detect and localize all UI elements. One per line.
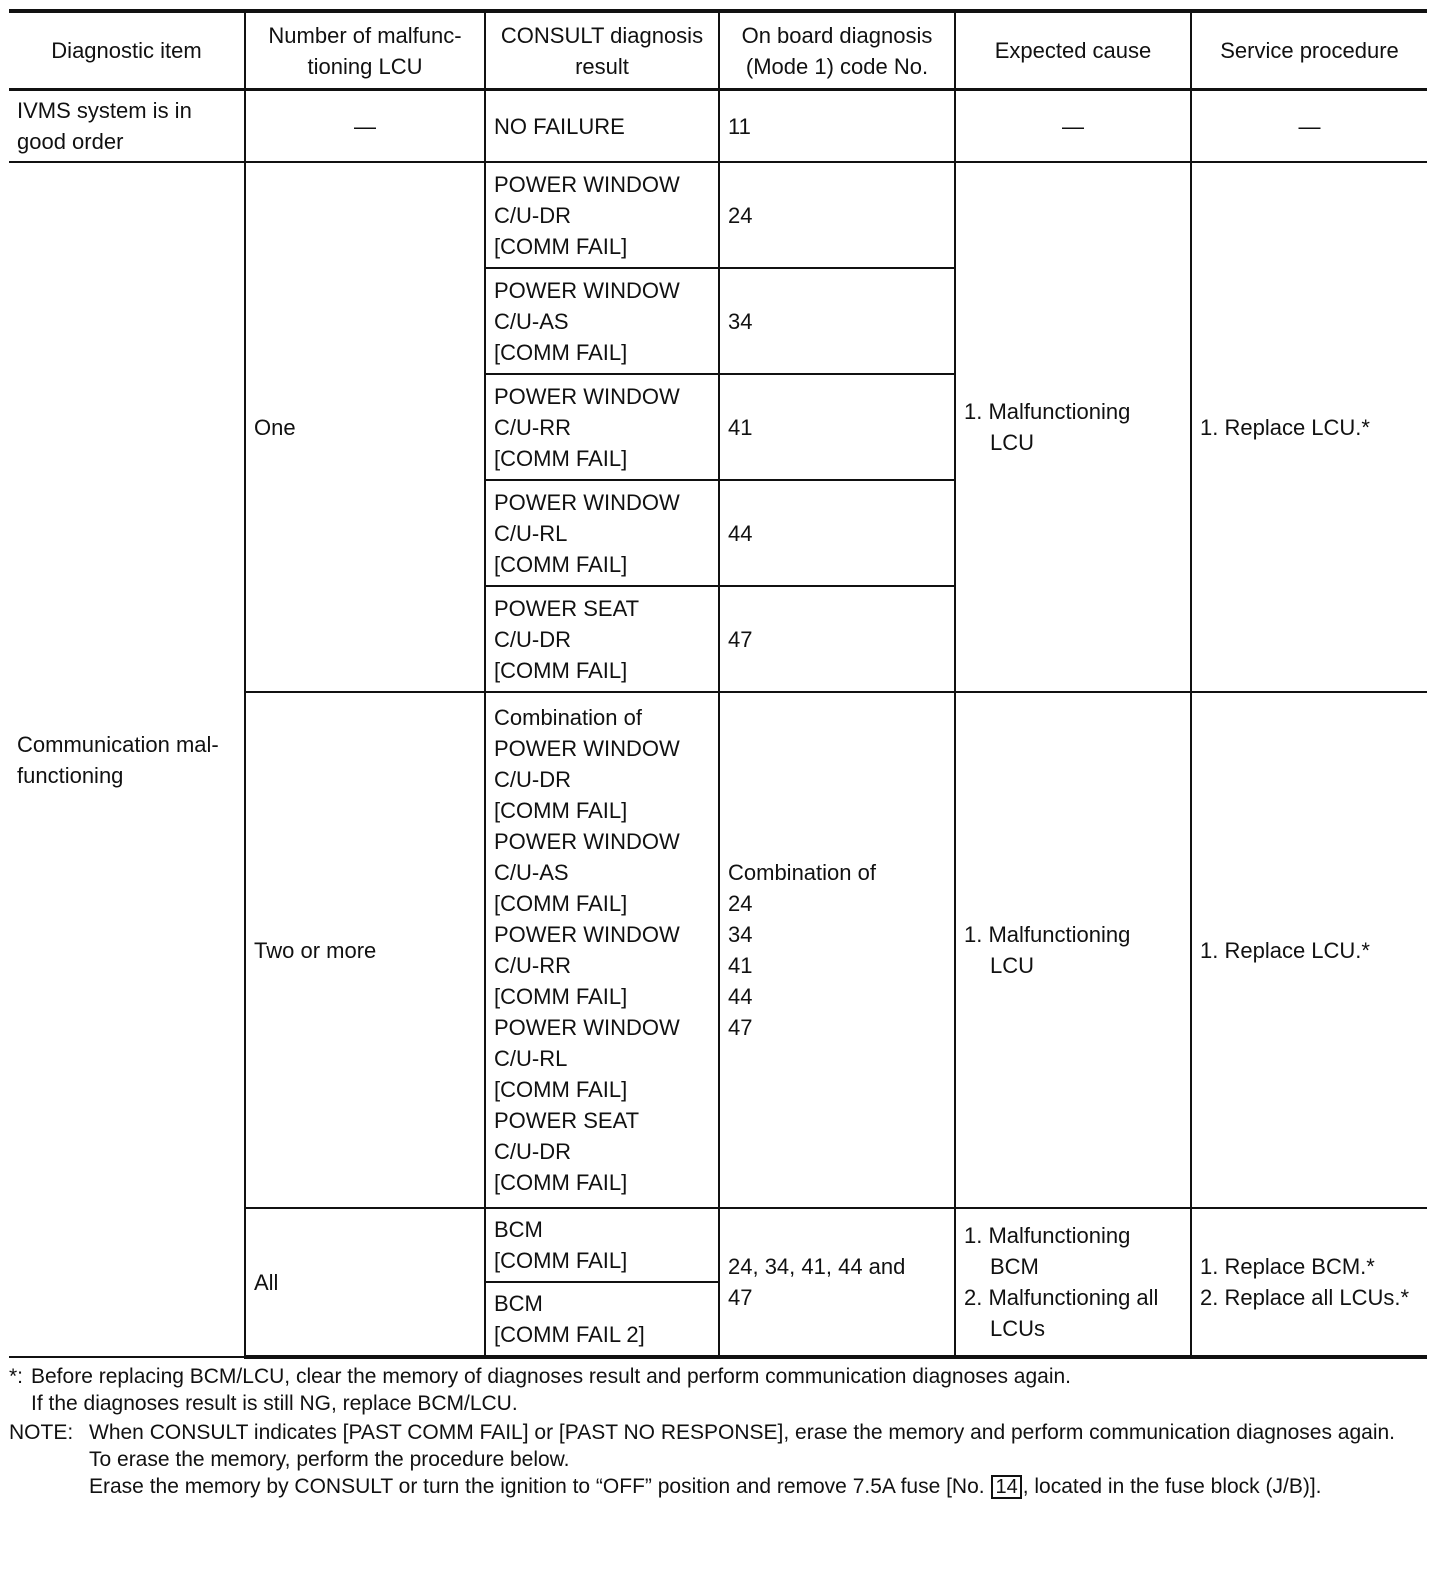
note-line — [89, 1473, 1395, 1500]
note-body — [89, 1419, 1395, 1500]
footnote-asterisk — [9, 1363, 1427, 1417]
consult-line: C/U-RR — [494, 953, 571, 978]
consult-line: [COMM FAIL] — [494, 1248, 628, 1273]
consult-line: POWER WINDOW — [494, 383, 680, 409]
header-row — [9, 11, 1427, 90]
code-line: 24, 34, 41, 44 and — [728, 1254, 906, 1279]
cell-service: 1. Replace LCU.* — [1191, 692, 1427, 1208]
document-page — [9, 9, 1427, 1500]
cause-item: 2. Malfunctioning all LCUs — [964, 1285, 1159, 1341]
consult-line: C/U-RR — [494, 414, 571, 440]
cell-service-all — [1191, 1208, 1427, 1357]
header-obd-code: On board diagnosis (Mode 1) code No. — [719, 11, 955, 90]
consult-line: [COMM FAIL 2] — [494, 1322, 645, 1347]
note — [9, 1419, 1427, 1500]
code-line: 41 — [728, 953, 753, 978]
consult-line: POWER SEAT — [494, 595, 640, 621]
item-line: Communication mal- — [17, 731, 219, 757]
item-line: IVMS system is in — [17, 98, 192, 123]
code-line: 34 — [728, 922, 753, 947]
consult-line: [COMM FAIL] — [494, 1170, 628, 1195]
header-service-procedure: Service procedure — [1191, 11, 1427, 90]
footnotes — [9, 1363, 1427, 1500]
consult-line: POWER WINDOW — [494, 171, 680, 197]
cell-code-combination — [719, 692, 955, 1208]
consult-line: C/U-DR — [494, 767, 571, 792]
cell-code: 41 — [719, 374, 955, 480]
cause-item: 1. Malfunctioning BCM — [964, 1223, 1131, 1279]
table-row-one-1 — [9, 162, 1427, 268]
consult-line: POWER WINDOW — [494, 277, 680, 303]
cell-cause: — — [955, 90, 1191, 163]
consult-line: POWER WINDOW — [494, 489, 680, 515]
note-text: , located in the fuse block (J/B)]. — [1022, 1475, 1322, 1498]
consult-line: C/U-DR — [494, 202, 571, 228]
consult-line: [COMM FAIL] — [494, 339, 628, 365]
cell-diagnostic-item — [9, 90, 245, 163]
cause-text: 1. Malfunctioning — [964, 922, 1131, 947]
cause-text: LCU — [990, 430, 1035, 455]
cell-consult — [485, 268, 719, 374]
footnote-body — [31, 1363, 1071, 1417]
header-diagnostic-item: Diagnostic item — [9, 11, 245, 90]
cause-item — [964, 919, 1182, 981]
cell-service: — — [1191, 90, 1427, 163]
footnote-mark: *: — [9, 1365, 24, 1388]
cell-consult-bcm — [485, 1208, 719, 1282]
table-row-good-order — [9, 90, 1427, 163]
note-text: Erase the memory by CONSULT or turn the ignition to “OFF” position and remove 7.5A fuse [No. — [89, 1475, 985, 1498]
item-line: functioning — [17, 762, 124, 788]
note-line: When CONSULT indicates [PAST COMM FAIL] or [PAST NO RESPONSE], erase the memory and perform communication diagnoses again. — [89, 1421, 1396, 1444]
cell-code: 11 — [719, 90, 955, 163]
cause-text: 1. Malfunctioning — [964, 399, 1131, 424]
item-line: good order — [17, 129, 124, 154]
consult-line: [COMM FAIL] — [494, 445, 628, 471]
cell-consult — [485, 480, 719, 586]
note-line: To erase the memory, perform the procedure below. — [89, 1448, 570, 1471]
cell-code: 34 — [719, 268, 955, 374]
header-number-lcu: Number of malfunc- tioning LCU — [245, 11, 485, 90]
consult-line: C/U-AS — [494, 308, 569, 334]
consult-line: [COMM FAIL] — [494, 984, 628, 1009]
consult-line: C/U-RL — [494, 520, 568, 546]
diagnosis-table — [9, 9, 1427, 1359]
cell-lcu-two-or-more: Two or more — [245, 692, 485, 1208]
consult-line: C/U-DR — [494, 626, 571, 652]
footnote-line: If the diagnoses result is still NG, replace BCM/LCU. — [31, 1392, 518, 1415]
code-line: Combination of — [728, 860, 876, 885]
cell-consult — [485, 162, 719, 268]
consult-line: POWER WINDOW — [494, 922, 680, 947]
cell-consult — [485, 374, 719, 480]
service-item: 1. Replace BCM.* — [1200, 1254, 1375, 1279]
cell-consult — [485, 586, 719, 692]
cell-cause — [955, 692, 1191, 1208]
footnote-line: Before replacing BCM/LCU, clear the memory of diagnoses result and perform communication diagnoses again. — [31, 1365, 1072, 1388]
cell-code: 44 — [719, 480, 955, 586]
cell-code: 47 — [719, 586, 955, 692]
consult-line: [COMM FAIL] — [494, 233, 628, 259]
consult-line: BCM — [494, 1217, 543, 1242]
fuse-number-box: 14 — [991, 1475, 1021, 1499]
note-label: NOTE: — [9, 1421, 74, 1444]
cell-consult-combination — [485, 692, 719, 1208]
cell-code: 24 — [719, 162, 955, 268]
cell-service: 1. Replace LCU.* — [1191, 162, 1427, 692]
consult-line: [COMM FAIL] — [494, 551, 628, 577]
code-line: 47 — [728, 1015, 753, 1040]
cause-item — [964, 396, 1182, 458]
service-item: 2. Replace all LCUs.* — [1200, 1285, 1410, 1310]
cell-lcu-all: All — [245, 1208, 485, 1357]
consult-line: C/U-RL — [494, 1046, 568, 1071]
cell-consult: NO FAILURE — [485, 90, 719, 163]
cause-text: LCU — [990, 953, 1035, 978]
consult-line: [COMM FAIL] — [494, 1077, 628, 1102]
header-consult: CONSULT diagnosis result — [485, 11, 719, 90]
consult-line: POWER SEAT — [494, 1108, 640, 1133]
cell-lcu-one: One — [245, 162, 485, 692]
cell-code-all — [719, 1208, 955, 1357]
consult-line: Combination of — [494, 705, 642, 730]
code-line: 44 — [728, 984, 753, 1009]
consult-line: POWER WINDOW — [494, 1015, 680, 1040]
cell-communication-malfunctioning — [9, 162, 245, 1357]
consult-line: C/U-DR — [494, 1139, 571, 1164]
consult-line: [COMM FAIL] — [494, 657, 628, 683]
cell-lcu: — — [245, 90, 485, 163]
consult-line: POWER WINDOW — [494, 829, 680, 854]
consult-line: C/U-AS — [494, 860, 569, 885]
consult-line: BCM — [494, 1291, 543, 1316]
cell-cause — [955, 162, 1191, 692]
consult-line: POWER WINDOW — [494, 736, 680, 761]
consult-line: [COMM FAIL] — [494, 798, 628, 823]
consult-line: [COMM FAIL] — [494, 891, 628, 916]
cell-consult-bcm-2 — [485, 1282, 719, 1357]
code-line: 24 — [728, 891, 753, 916]
header-expected-cause: Expected cause — [955, 11, 1191, 90]
cell-cause-all — [955, 1208, 1191, 1357]
code-line: 47 — [728, 1285, 753, 1310]
